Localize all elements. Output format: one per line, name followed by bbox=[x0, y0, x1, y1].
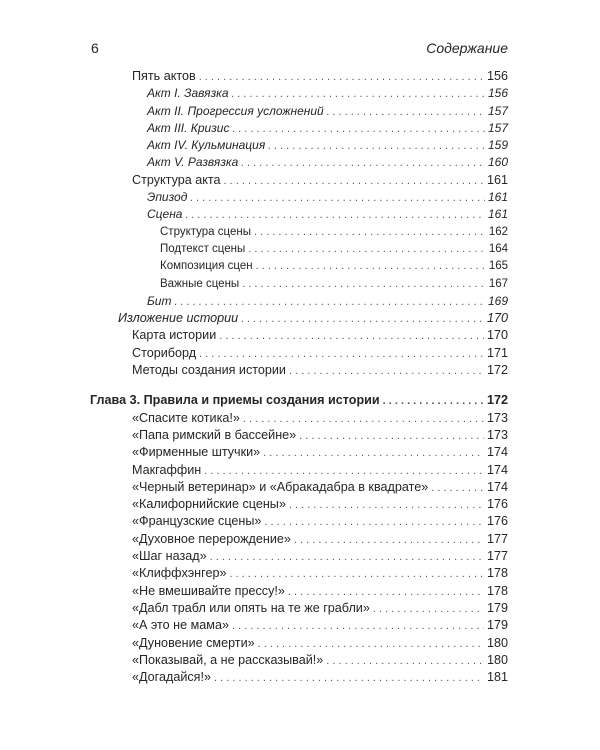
toc-entry-title: Структура сцены bbox=[160, 225, 251, 238]
toc-entry[interactable] bbox=[0, 137, 600, 154]
toc-entry-title: «Спасите котика!» bbox=[132, 410, 240, 425]
toc-entry-page: 180 bbox=[486, 635, 508, 650]
dot-leader bbox=[431, 479, 484, 497]
dot-leader bbox=[190, 189, 485, 207]
toc-entry[interactable] bbox=[0, 548, 600, 565]
toc-entry-title: Акт IV. Кульминация bbox=[147, 138, 266, 153]
toc-entry[interactable] bbox=[0, 410, 600, 427]
dot-leader bbox=[224, 172, 484, 190]
toc-entry[interactable] bbox=[0, 293, 600, 310]
dot-leader bbox=[185, 206, 484, 224]
toc-entry-title: Сториборд bbox=[132, 345, 197, 360]
dot-leader bbox=[288, 583, 484, 601]
chapter-spacer bbox=[0, 379, 600, 392]
toc-entry[interactable] bbox=[0, 462, 600, 479]
toc-entry[interactable] bbox=[0, 669, 600, 686]
toc-entry[interactable] bbox=[0, 513, 600, 530]
toc-entry-page: 179 bbox=[486, 600, 508, 615]
toc-entry-page: 174 bbox=[486, 462, 508, 477]
toc-entry-page: 174 bbox=[486, 479, 508, 494]
toc-entry-title: Карта истории bbox=[132, 328, 217, 343]
toc-entry-title: Важные сцены bbox=[160, 277, 240, 290]
toc-entry-title: Эпизод bbox=[147, 190, 188, 205]
toc-entry-page: 176 bbox=[486, 497, 508, 512]
toc-entry-page: 160 bbox=[487, 155, 508, 170]
toc-entry-title: «Шаг назад» bbox=[132, 549, 207, 564]
dot-leader bbox=[373, 600, 484, 618]
dot-leader bbox=[327, 103, 485, 121]
dot-leader bbox=[214, 669, 484, 687]
toc-entry[interactable] bbox=[0, 583, 600, 600]
toc-entry-page: 173 bbox=[486, 410, 508, 425]
toc-entry-page: 161 bbox=[486, 172, 508, 187]
toc-entry[interactable] bbox=[0, 206, 600, 223]
toc-entry-page: 171 bbox=[486, 345, 508, 360]
toc-entry-page: 181 bbox=[486, 670, 508, 685]
dot-leader bbox=[248, 241, 486, 258]
toc-entry-page: 170 bbox=[486, 311, 508, 326]
dot-leader bbox=[232, 85, 485, 103]
toc-entry[interactable] bbox=[0, 103, 600, 120]
toc-entry-title: «Фирменные штучки» bbox=[132, 445, 261, 460]
toc-entry-title: Методы создания истории bbox=[132, 363, 286, 378]
toc-entry[interactable] bbox=[0, 479, 600, 496]
dot-leader bbox=[199, 345, 484, 363]
toc-entry-title: Пять актов bbox=[132, 69, 196, 83]
toc-entry[interactable] bbox=[0, 362, 600, 379]
toc-entry-title: «Дуновение смерти» bbox=[132, 635, 255, 650]
dot-leader bbox=[268, 137, 485, 155]
toc-entry-title: Акт I. Завязка bbox=[147, 86, 229, 101]
dot-leader bbox=[241, 310, 484, 328]
toc-entry-page: 174 bbox=[486, 445, 508, 460]
toc-entry[interactable] bbox=[0, 531, 600, 548]
toc-entry-page: 165 bbox=[488, 260, 508, 273]
toc-entry-page: 177 bbox=[486, 531, 508, 546]
dot-leader bbox=[199, 68, 484, 86]
toc-entry-page: 161 bbox=[487, 190, 508, 205]
toc-entry-title: Акт II. Прогрессия усложнений bbox=[147, 103, 324, 118]
toc-entry-page: 179 bbox=[486, 618, 508, 633]
toc-entry-page: 157 bbox=[487, 120, 508, 135]
toc-entry[interactable] bbox=[0, 224, 600, 241]
dot-leader bbox=[264, 513, 484, 531]
toc-entry[interactable] bbox=[0, 189, 600, 206]
dot-leader bbox=[229, 565, 484, 583]
dot-leader bbox=[243, 410, 484, 428]
toc-entry-page: 157 bbox=[487, 103, 508, 118]
running-title: Содержание bbox=[426, 40, 508, 56]
toc-entry-page: 176 bbox=[486, 514, 508, 529]
toc-entry-page: 159 bbox=[487, 138, 508, 153]
dot-leader bbox=[289, 496, 484, 514]
dot-leader bbox=[219, 327, 484, 345]
toc-entry[interactable] bbox=[0, 427, 600, 444]
dot-leader bbox=[232, 120, 484, 138]
table-of-contents bbox=[0, 68, 600, 686]
toc-entry-title: Акт III. Кризис bbox=[147, 120, 230, 135]
dot-leader bbox=[210, 548, 484, 566]
dot-leader bbox=[258, 635, 484, 653]
toc-entry-page: 177 bbox=[486, 549, 508, 564]
toc-entry-page: 156 bbox=[487, 86, 508, 101]
toc-entry[interactable] bbox=[0, 68, 600, 85]
toc-entry-page: 173 bbox=[486, 427, 508, 442]
dot-leader bbox=[289, 362, 484, 380]
toc-entry[interactable] bbox=[0, 310, 600, 327]
toc-entry-title: «Калифорнийские сцены» bbox=[132, 497, 286, 512]
toc-entry-page: 162 bbox=[488, 225, 508, 238]
toc-entry[interactable] bbox=[0, 120, 600, 137]
toc-entry-page: 172 bbox=[486, 363, 508, 378]
toc-entry[interactable] bbox=[0, 172, 600, 189]
toc-entry[interactable] bbox=[0, 154, 600, 171]
toc-entry-title: Сцена bbox=[147, 207, 183, 222]
dot-leader bbox=[256, 258, 486, 275]
toc-entry-title: «Папа римский в бассейне» bbox=[132, 427, 297, 442]
toc-entry-title: «Клиффхэнгер» bbox=[132, 566, 227, 581]
toc-entry[interactable] bbox=[0, 565, 600, 582]
toc-entry-title: «Духовное перерождение» bbox=[132, 531, 291, 546]
toc-entry-title: Бит bbox=[147, 293, 172, 308]
toc-entry[interactable] bbox=[0, 444, 600, 461]
dot-leader bbox=[263, 444, 484, 462]
toc-entry-page: 169 bbox=[487, 293, 508, 308]
page-header bbox=[91, 40, 508, 56]
toc-entry[interactable] bbox=[0, 617, 600, 634]
dot-leader bbox=[294, 531, 484, 549]
dot-leader bbox=[232, 617, 484, 635]
toc-entry[interactable] bbox=[0, 241, 600, 258]
toc-entry-title: «Догадайся!» bbox=[132, 670, 212, 685]
dot-leader bbox=[242, 276, 486, 293]
dot-leader bbox=[326, 652, 484, 670]
toc-entry[interactable] bbox=[0, 276, 600, 293]
toc-entry-title: «Дабл трабл или опять на те же грабли» bbox=[132, 600, 370, 615]
toc-entry-page: 172 bbox=[486, 393, 508, 408]
toc-entry-page: 156 bbox=[486, 69, 508, 83]
toc-entry-page: 167 bbox=[488, 277, 508, 290]
dot-leader bbox=[299, 427, 484, 445]
toc-entry-title: «Не вмешивайте прессу!» bbox=[132, 583, 285, 598]
dot-leader bbox=[241, 154, 485, 172]
toc-entry[interactable] bbox=[0, 345, 600, 362]
toc-entry-title: «Французские сцены» bbox=[132, 514, 262, 529]
toc-entry-page: 164 bbox=[488, 242, 508, 255]
toc-entry-title: Изложение истории bbox=[118, 311, 239, 326]
toc-entry-page: 161 bbox=[487, 207, 508, 222]
toc-entry-title: «Черный ветеринар» и «Абракадабра в квадрате» bbox=[132, 479, 429, 494]
toc-entry[interactable] bbox=[0, 327, 600, 344]
toc-entry-page: 180 bbox=[486, 652, 508, 667]
toc-entry[interactable] bbox=[0, 635, 600, 652]
toc-entry[interactable] bbox=[0, 496, 600, 513]
toc-entry-title: Глава 3. Правила и приемы создания истории bbox=[90, 393, 380, 408]
toc-chapter-entry[interactable] bbox=[0, 392, 600, 409]
dot-leader bbox=[254, 224, 486, 241]
toc-entry-title: Структура акта bbox=[132, 172, 221, 187]
toc-entry[interactable] bbox=[0, 600, 600, 617]
toc-entry-page: 178 bbox=[486, 583, 508, 598]
toc-entry[interactable] bbox=[0, 258, 600, 275]
toc-entry-title: «А это не мама» bbox=[132, 618, 229, 633]
toc-entry-title: Макгаффин bbox=[132, 462, 202, 477]
dot-leader bbox=[204, 462, 484, 480]
toc-entry[interactable] bbox=[0, 652, 600, 669]
dot-leader bbox=[174, 293, 484, 311]
toc-entry-title: Композиция сцен bbox=[160, 260, 253, 273]
toc-entry-title: Акт V. Развязка bbox=[147, 155, 239, 170]
page-number: 6 bbox=[91, 40, 99, 56]
dot-leader bbox=[383, 392, 484, 410]
toc-entry-title: «Показывай, а не рассказывай!» bbox=[132, 652, 324, 667]
toc-entry[interactable] bbox=[0, 85, 600, 102]
toc-entry-title: Подтекст сцены bbox=[160, 242, 246, 255]
toc-entry-page: 170 bbox=[486, 328, 508, 343]
toc-entry-page: 178 bbox=[486, 566, 508, 581]
